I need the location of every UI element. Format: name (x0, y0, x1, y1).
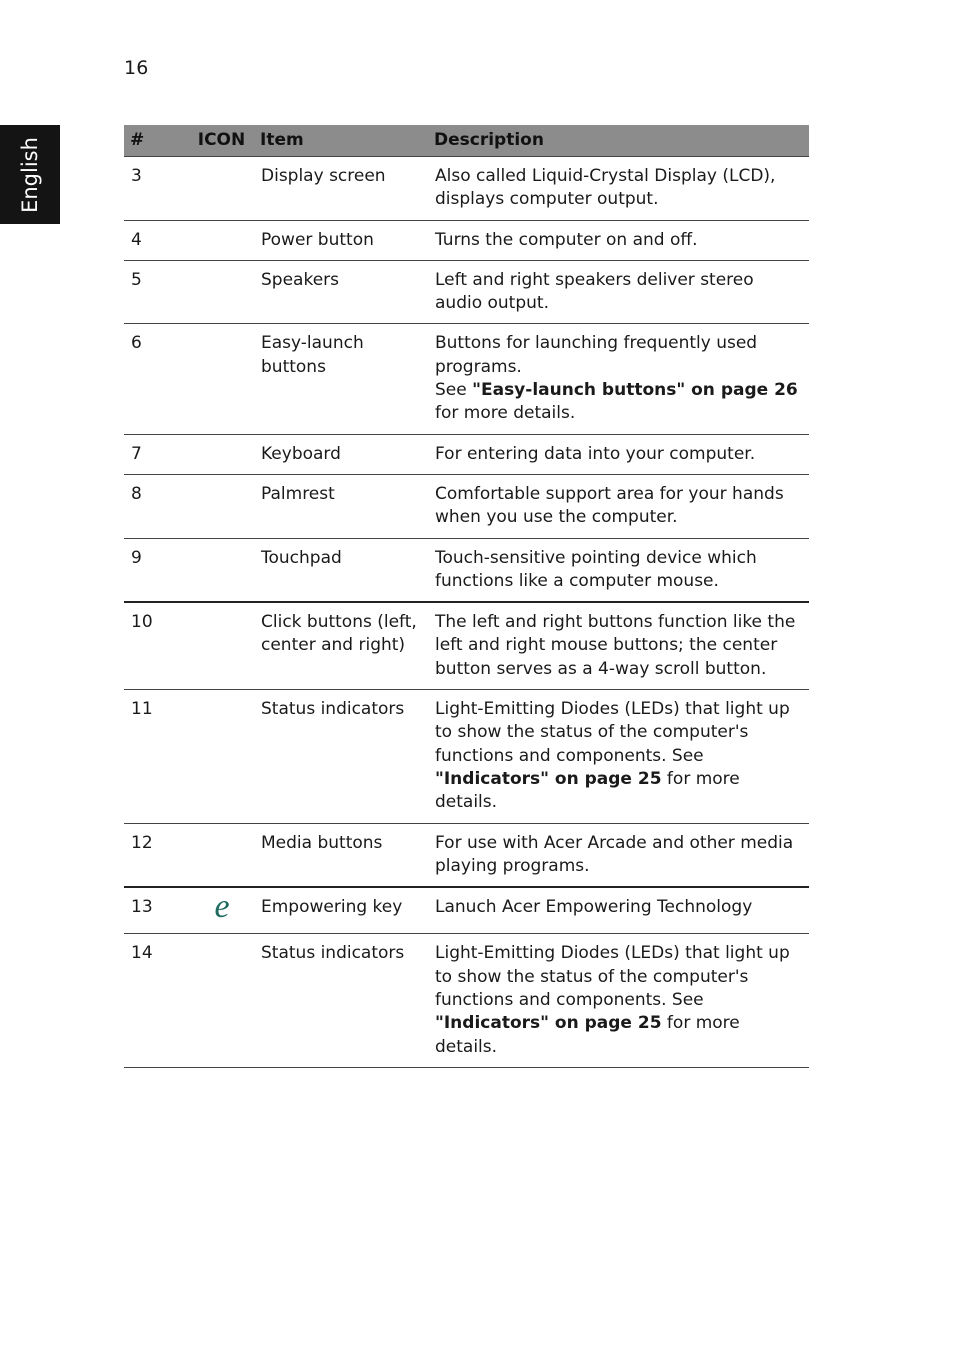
row-description: For entering data into your computer. (428, 434, 809, 474)
table-row (124, 934, 809, 1067)
table-row (124, 324, 809, 434)
row-description (428, 690, 809, 823)
row-description: Comfortable support area for your hands when you use the computer. (428, 474, 809, 538)
empowering-e-icon (207, 890, 237, 924)
description-text: Buttons for launching frequently used programs. (435, 333, 758, 377)
row-num: 14 (124, 934, 189, 1067)
table-header-row (124, 125, 809, 157)
row-description: The left and right buttons function like the left and right mouse buttons; the center button serves as a 4-way scroll button. (428, 602, 809, 689)
table-row (124, 538, 809, 602)
row-num: 3 (124, 157, 189, 221)
row-num: 11 (124, 690, 189, 823)
table-row (124, 690, 809, 823)
row-icon-cell (189, 260, 254, 324)
header-icon: ICON (189, 125, 254, 157)
row-item: Keyboard (254, 434, 428, 474)
table-row (124, 220, 809, 260)
row-description: For use with Acer Arcade and other media playing programs. (428, 823, 809, 887)
description-text: See (435, 380, 473, 401)
table-row (124, 260, 809, 324)
row-item: Status indicators (254, 690, 428, 823)
row-num: 8 (124, 474, 189, 538)
header-item: Item (254, 125, 428, 157)
row-item: Touchpad (254, 538, 428, 602)
description-text: Light-Emitting Diodes (LEDs) that light up to show the status of the computer's functions and components. See (435, 699, 790, 766)
table-row (124, 602, 809, 689)
row-description: Touch-sensitive pointing device which functions like a computer mouse. (428, 538, 809, 602)
row-item: Media buttons (254, 823, 428, 887)
row-description: Also called Liquid-Crystal Display (LCD), displays computer output. (428, 157, 809, 221)
description-text: for more details. (435, 403, 576, 424)
row-item: Display screen (254, 157, 428, 221)
page-number: 16 (124, 57, 149, 79)
header-num: # (124, 125, 189, 157)
row-item: Power button (254, 220, 428, 260)
row-icon-cell (189, 474, 254, 538)
row-icon-cell (189, 434, 254, 474)
row-item: Speakers (254, 260, 428, 324)
row-num: 5 (124, 260, 189, 324)
row-num: 9 (124, 538, 189, 602)
row-num: 4 (124, 220, 189, 260)
row-description: Lanuch Acer Empowering Technology (428, 887, 809, 934)
row-description (428, 934, 809, 1067)
description-text: for more details. (435, 768, 740, 813)
row-num: 10 (124, 602, 189, 689)
row-icon-cell (189, 602, 254, 689)
cross-reference-link[interactable]: "Indicators" on page 25 (435, 1013, 662, 1034)
row-item: Status indicators (254, 934, 428, 1067)
row-num: 7 (124, 434, 189, 474)
row-num: 12 (124, 823, 189, 887)
table-row (124, 823, 809, 887)
table-row (124, 887, 809, 934)
row-icon-cell (189, 220, 254, 260)
row-icon-cell (189, 538, 254, 602)
description-text: Light-Emitting Diodes (LEDs) that light up to show the status of the computer's functions and components. See (435, 943, 790, 1011)
row-item: Easy-launch buttons (254, 324, 428, 434)
row-item: Empowering key (254, 887, 428, 934)
table-row (124, 434, 809, 474)
svg-text:e: e (214, 890, 230, 925)
header-description: Description (428, 125, 809, 157)
row-icon-cell (189, 823, 254, 887)
row-icon-cell (189, 157, 254, 221)
row-description: Turns the computer on and off. (428, 220, 809, 260)
row-num: 6 (124, 324, 189, 434)
row-num: 13 (124, 887, 189, 934)
language-tab (0, 125, 60, 224)
description-text: for more details. (435, 1013, 740, 1057)
row-icon-cell (189, 324, 254, 434)
table-row (124, 157, 809, 221)
language-tab-label: English (18, 136, 42, 213)
component-table (124, 125, 809, 1068)
row-item: Palmrest (254, 474, 428, 538)
cross-reference-link[interactable]: "Indicators" on page 25 (435, 768, 662, 789)
row-description (428, 324, 809, 434)
cross-reference-link[interactable]: "Easy-launch buttons" on page 26 (472, 380, 798, 401)
row-item: Click buttons (left, center and right) (254, 602, 428, 689)
row-icon-cell (189, 887, 254, 934)
row-icon-cell (189, 690, 254, 823)
row-icon-cell (189, 934, 254, 1067)
row-description: Left and right speakers deliver stereo audio output. (428, 260, 809, 324)
table-row (124, 474, 809, 538)
